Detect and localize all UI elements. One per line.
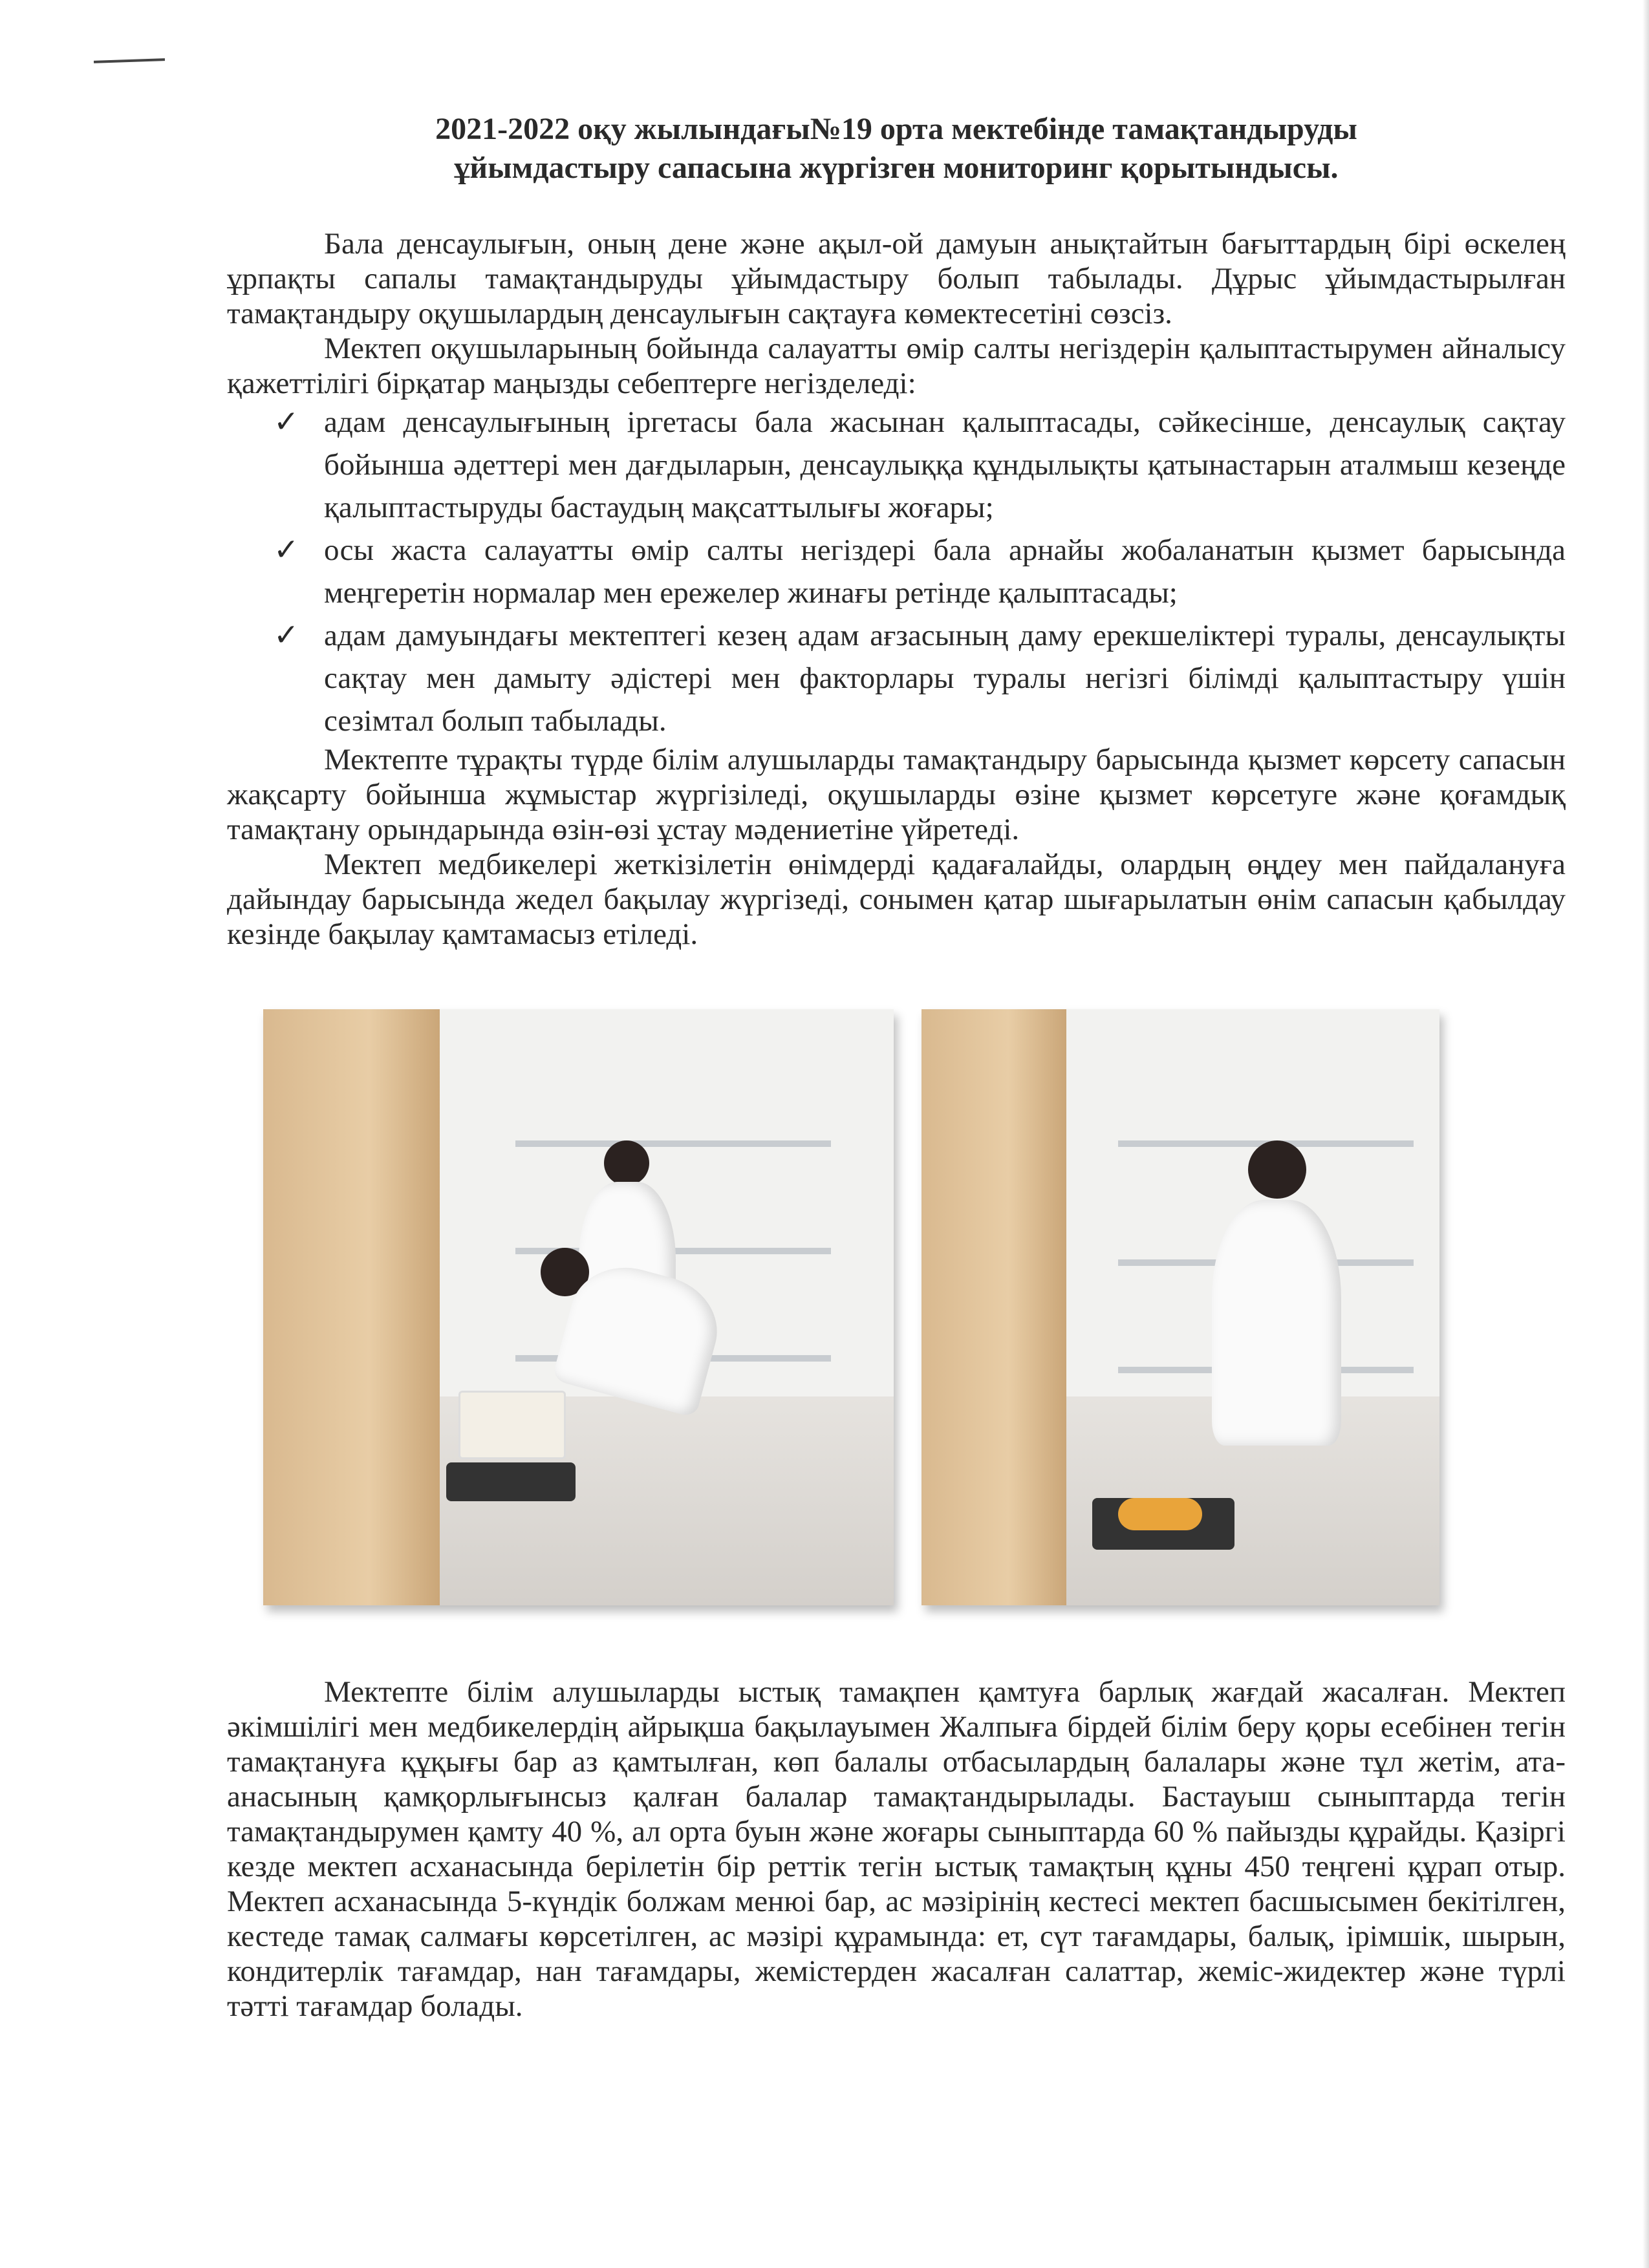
body-bottom (227, 1674, 1566, 2024)
scan-edge (1643, 0, 1649, 2268)
title-line-1: 2021-2022 оқу жылындағы№19 орта мектебінде тамақтандыруды (435, 112, 1357, 146)
bullet-list (227, 401, 1566, 742)
list-item (227, 401, 1566, 529)
list-item (227, 614, 1566, 742)
checkmark-icon: ✓ (274, 619, 299, 652)
body-top (227, 226, 1566, 952)
list-item-text: адам дамуындағы мектептегі кезең адам ағзасының даму ерекшеліктері туралы, денсаулықты сақтау мен дамыту әдістері мен факторлары туралы негізгі білімді қалыптастыру үшін сезімтал болып табылады. (324, 619, 1566, 738)
paragraph: Мектепте тұрақты түрде білім алушыларды тамақтандыру барысында қызмет көрсету сапасын жақсарту бойынша жұмыстар жүргізіледі, оқушыларды өзіне қызмет көрсетуге және қоғамдық тамақтану орындарында өзін-өзі ұстау мәдениетіне үйретеді. (227, 743, 1566, 846)
checkmark-icon: ✓ (274, 533, 299, 567)
photo-nurse-inspecting-produce (921, 1009, 1439, 1605)
paragraph: Мектеп медбикелері жеткізілетін өнімдерді қадағалайды, олардың өңдеу мен пайдалануға дайындау барысында жедел бақылау жүргізеді, сонымен қатар шығарылатын өнім сапасын қабылдау кезінде бақылау қамтамасыз етіледі. (227, 848, 1566, 951)
list-item-text: адам денсаулығының іргетасы бала жасынан қалыптасады, сәйкесінше, денсаулық сақтау бойынша әдеттері мен дағдыларын, денсаулыққа құндылықты қатынастарын аталмыш кезеңде қалыптастыруды бастаудың мақсаттылығы жоғары; (324, 405, 1566, 524)
checkmark-icon: ✓ (274, 405, 299, 439)
list-item-text: осы жаста салауатты өмір салты негіздері бала арнайы жобаланатын қызмет барысында меңгеретін нормалар мен ережелер жинағы ретінде қалыптасады; (324, 533, 1566, 610)
photo-nurses-weighing-food (263, 1009, 894, 1605)
document-title (227, 110, 1566, 187)
paragraph: Мектеп оқушыларының бойында салауатты өмір салты негіздерін қалыптастырумен айналысу қажеттілігі бірқатар маңызды себептерге негізделеді: (227, 332, 1566, 400)
title-line-2: ұйымдастыру сапасына жүргізген мониторинг қорытындысы. (454, 151, 1339, 185)
list-item (227, 529, 1566, 614)
scan-mark (94, 58, 165, 63)
paragraph: Бала денсаулығын, оның дене және ақыл-ой дамуын анықтайтын бағыттардың бірі өскелең ұрпақты сапалы тамақтандыруды ұйымдастыру болып табылады. Дұрыс ұйымдастырылған тамақтандыру оқушылардың денсаулығын сақтауға көмектесетіні сөзсіз. (227, 227, 1566, 330)
paragraph: Мектепте білім алушыларды ыстық тамақпен қамтуға барлық жағдай жасалған. Мектеп әкімшілігі мен медбикелердің айрықша бақылауымен Жалпыға бірдей білім беру қоры есебінен тегін тамақтануға құқығы бар аз қамтылған, көп балалы отбасылардың балалары және тұл жетім, ата-анасының қамқорлығынсыз қалған балалар тамақтандырылады. Бастауыш сыныптарда тегін тамақтандырумен қамту 40 %, ал орта буын және жоғары сыныптарда 60 % пайызды құрайды. Қазіргі кезде мектеп асханасында берілетін бір реттік тегін ыстық тамақтың құны 450 теңгені құрап отыр. Мектеп асханасында 5-күндік болжам менюі бар, ас мәзірінің кестесі мектеп басшысымен бекітілген, кестеде тамақ салмағы көрсетілген, ас мәзірі құрамында: ет, сүт тағамдары, балық, ірімшік, шырын, кондитерлік тағамдар, нан тағамдары, жемістерден жасалған салаттар, жеміс-жидектер және түрлі тәтті тағамдар болады. (227, 1675, 1566, 2023)
